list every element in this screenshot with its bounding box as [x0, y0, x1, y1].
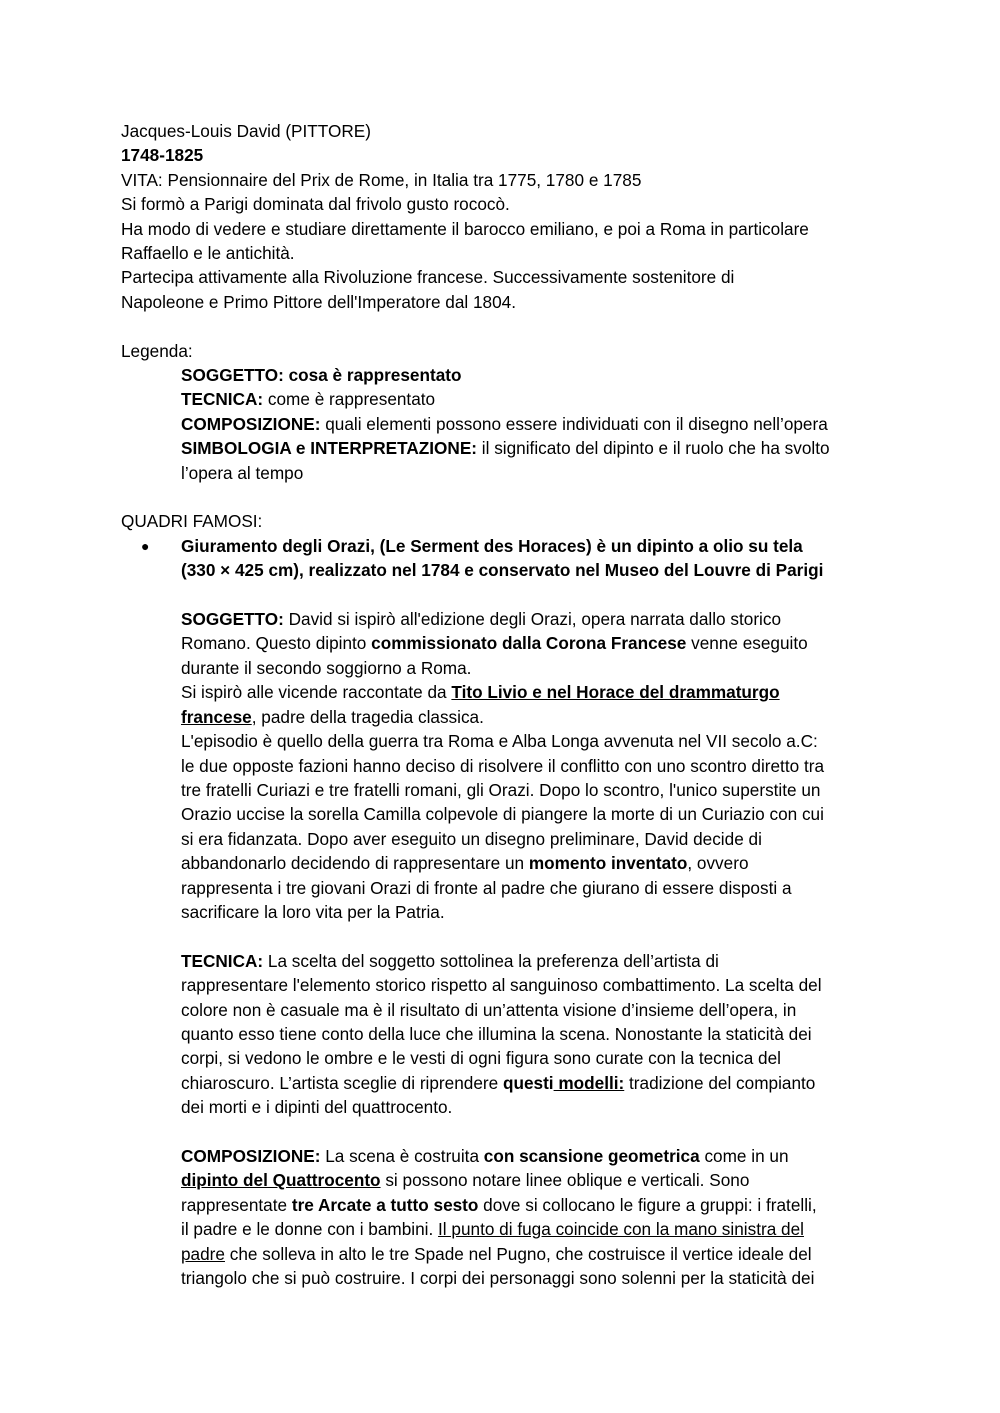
legenda-soggetto: SOGGETTO: cosa è rappresentato	[181, 365, 462, 386]
legenda-composizione: COMPOSIZIONE: quali elementi possono essere individuati con il disegno nell’opera	[181, 413, 828, 434]
legenda-tecnica: TECNICA: come è rappresentato	[181, 389, 436, 410]
vita-line: Si formò a Parigi dominata dal frivolo gusto rococò.	[121, 194, 510, 215]
soggetto-section: SOGGETTO: David si ispirò all'edizione degli Orazi, opera narrata dallo storico Romano. Questo dipinto commissionato dalla Corona Francese venne eseguito durante il secondo soggiorno a Roma. Si ispirò alle vicende raccontate da Tito Livio e nel Horace del drammaturgo francese, padre della tragedia classica. L'episodio è quello della guerra tra Roma e Alba Longa avvenuta nel VII secolo a.C: le due opposte fazioni hanno deciso di risolvere il conflitto con uno scontro diretto tra tre fratelli Curiazi e tre fratelli romani, gli Orazi. Dopo lo scontro, l'unico superstite un Orazio uccise la sorella Camilla colpevole di piangere la morte di un Curiazio con cui si era fidanzata. Dopo aver eseguito un disegno preliminare, David decide di abbandonarlo decidendo di rappresentare un momento inventato, ovvero rappresenta i tre giovani Orazi di fronte al padre che giurano di essere disposti a sacrificare la loro vita per la Patria.	[181, 609, 825, 922]
painting-title-line: Giuramento degli Orazi, (Le Serment des Horaces) è un dipinto a olio su tela	[181, 535, 803, 556]
vita-line: Napoleone e Primo Pittore dell'Imperatore dal 1804.	[121, 291, 517, 312]
underlined-reference: Tito Livio e nel Horace del drammaturgo	[451, 682, 780, 703]
legenda-heading: Legenda:	[121, 340, 193, 361]
painting-details	[121, 583, 891, 1291]
composizione-section: COMPOSIZIONE: La scena è costruita con scansione geometrica come in un dipinto del Quattrocento si possono notare linee oblique e verticali. Sono rappresentate tre Arcate a tutto sesto dove si collocano le figure a gruppi: i fratelli, il padre e le donne con i bambini. Il punto di fuga coincide con la mano sinistra del padre che solleva in alto le tre Spade nel Pugno, che costruisce il vertice ideale del triangolo che si può costruire. I corpi dei personaggi sono solenni per la staticità dei	[181, 1145, 817, 1289]
underlined-reference: francese	[181, 706, 252, 727]
legenda-simbologia: SIMBOLOGIA e INTERPRETAZIONE: il significato del dipinto e il ruolo che ha svolto	[181, 438, 830, 459]
tecnica-section: TECNICA: La scelta del soggetto sottolinea la preferenza dell’artista di rappresentare l'elemento storico rispetto al sanguinoso combattimento. La scelta del colore non è casuale ma è il risultato di un’attenta visione d’insieme dell’opera, in quanto esso tiene conto della luce che illumina la scena. Nonostante la staticità dei corpi, si vedono le ombre e le vesti di ogni figura sono curate con la tecnica del chiaroscuro. L’artista sceglie di riprendere questi modelli: tradizione del compianto dei morti e i dipinti del quattrocento.	[181, 950, 822, 1118]
quadri-heading: QUADRI FAMOSI:	[121, 511, 263, 532]
bullet-icon: ●	[141, 537, 150, 554]
underlined-reference: dipinto del Quattrocento	[181, 1170, 381, 1191]
vita-line: VITA: Pensionnaire del Prix de Rome, in Italia tra 1775, 1780 e 1785	[121, 169, 642, 190]
list-item	[121, 534, 891, 583]
legenda-list	[121, 363, 891, 485]
document-page	[121, 119, 891, 1290]
underlined-reference: padre	[181, 1243, 225, 1264]
underlined-reference: Il punto di fuga coincide con la mano sinistra del	[438, 1219, 804, 1240]
vita-line: Ha modo di vedere e studiare direttamente il barocco emiliano, e poi a Roma in particolare	[121, 218, 809, 239]
document-title: Jacques-Louis David (PITTORE)	[121, 121, 371, 141]
vita-line: Partecipa attivamente alla Rivoluzione francese. Successivamente sostenitore di	[121, 267, 735, 288]
life-dates: 1748-1825	[121, 145, 204, 166]
vita-line: Raffaello e le antichità.	[121, 243, 295, 264]
painting-title-line: (330 × 425 cm), realizzato nel 1784 e conservato nel Museo del Louvre di Parigi	[181, 560, 824, 581]
legenda-simbologia-cont: l’opera al tempo	[181, 462, 304, 483]
